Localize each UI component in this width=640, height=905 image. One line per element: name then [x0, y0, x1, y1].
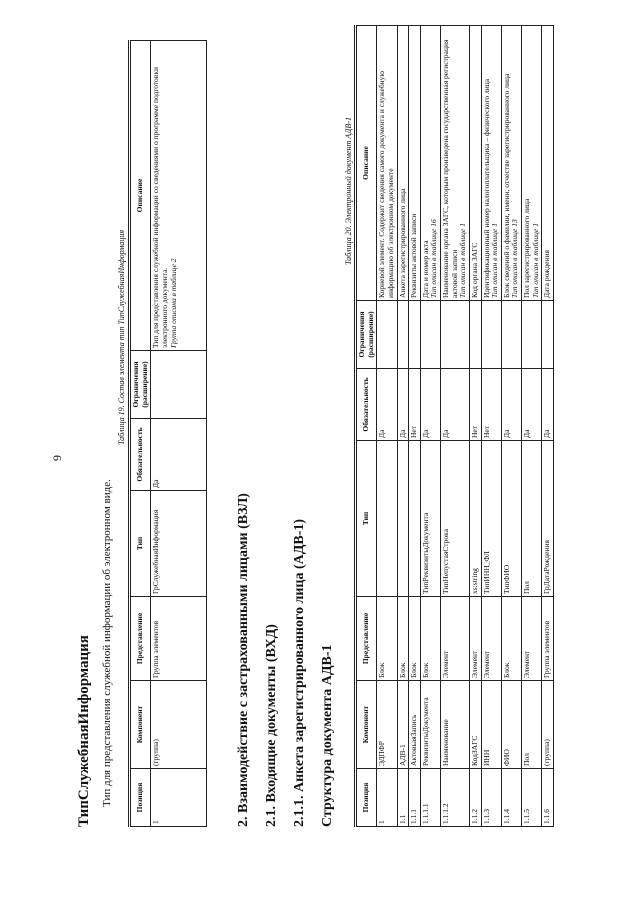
cell-position: 1.1.1.2	[441, 769, 470, 827]
cell-description-text: Анкета зарегистрированного лица	[397, 188, 407, 298]
type-description: Тип для представления служебной информации об электронном виде.	[101, 479, 113, 807]
page-number: 9	[50, 455, 64, 461]
cell-type	[377, 441, 397, 597]
cell-mandatory: Да	[542, 369, 554, 441]
header-mandatory: Обязательность	[130, 419, 151, 491]
cell-description	[377, 26, 397, 301]
cell-restrictions	[151, 351, 207, 419]
table-row	[151, 41, 207, 827]
cell-type: ТипРеквизитыДокумента	[420, 441, 440, 597]
table-20-header-row	[356, 26, 377, 827]
cell-component: РеквизитыДокумента	[420, 681, 440, 769]
cell-description-note: Тип описан в таблице 1	[530, 223, 540, 298]
cell-component: АДВ-1	[397, 681, 409, 769]
cell-description	[441, 26, 470, 301]
cell-description-note: Тип описан в таблице 13	[510, 219, 520, 298]
cell-description	[420, 26, 440, 301]
cell-restrictions	[469, 301, 481, 369]
cell-representation: Блок	[377, 597, 397, 681]
header-position: Позиция	[130, 769, 151, 827]
cell-position: 1.1.2	[469, 769, 481, 827]
cell-mandatory: Да	[501, 369, 521, 441]
cell-type: ТипФИО	[501, 441, 521, 597]
cell-restrictions	[522, 301, 542, 369]
cell-representation: Блок	[409, 597, 421, 681]
cell-description	[481, 26, 501, 301]
cell-component: АктовьаяЗапись	[409, 681, 421, 769]
cell-representation: Элемент	[441, 597, 470, 681]
cell-restrictions	[420, 301, 440, 369]
cell-description-text: Блок сведений о фамилии, имени, отчестве зарегистрированного лица	[501, 73, 511, 298]
header-representation: Представление	[356, 597, 377, 681]
cell-position: 1.1.1	[409, 769, 421, 827]
cell-restrictions	[409, 301, 421, 369]
cell-position: 1.1.6	[542, 769, 554, 827]
section-heading: 2. Взаимодействие с застрахованными лицами (ВЗЛ)	[236, 493, 251, 827]
header-restrictions: Ограничения (расширение)	[130, 351, 151, 419]
table-row	[469, 26, 481, 827]
table-row	[481, 26, 501, 827]
cell-mandatory: Да	[522, 369, 542, 441]
table-19	[128, 40, 207, 827]
cell-description	[469, 26, 481, 301]
table-row	[522, 26, 542, 827]
cell-description-text: Идентификационный номер налогоплательщика – физического лица	[481, 78, 491, 298]
cell-component: КодЗАГС	[469, 681, 481, 769]
cell-description-note: Тип описан в таблице 1	[458, 223, 468, 298]
table-19-caption: Таблица 19. Состав элемента тип ТипСлужебнаяИнформация	[117, 229, 126, 445]
cell-description-text: Реквизиты актовой записи	[409, 213, 419, 298]
cell-description-text: Код органа ЗАГС	[469, 242, 479, 298]
cell-component: Пол	[522, 681, 542, 769]
header-description: Описание	[356, 26, 377, 301]
header-component: Компонент	[130, 681, 151, 769]
cell-restrictions	[397, 301, 409, 369]
cell-restrictions	[501, 301, 521, 369]
cell-mandatory: Да	[441, 369, 470, 441]
header-position: Позиция	[356, 769, 377, 827]
cell-position: 1.1.5	[522, 769, 542, 827]
cell-representation: Группа элементов	[542, 597, 554, 681]
cell-position: 1.1.1.1	[420, 769, 440, 827]
type-heading: ТипСлужебнаяИнформация	[76, 635, 92, 827]
cell-component: Наименование	[441, 681, 470, 769]
table-row	[441, 26, 470, 827]
header-type: Тип	[356, 441, 377, 597]
cell-position: 1.1.4	[501, 769, 521, 827]
cell-restrictions	[542, 301, 554, 369]
cell-position: 1.1	[397, 769, 409, 827]
cell-component: ЭДПФР	[377, 681, 397, 769]
subsubsection-heading: 2.1.1. Анкета зарегистрированного лица (АДВ-1)	[292, 518, 307, 827]
cell-description-text: Дата рождения	[542, 250, 552, 298]
cell-type: Пол	[522, 441, 542, 597]
cell-mandatory: Да	[397, 369, 409, 441]
cell-type: ТипНепустаяСтрока	[441, 441, 470, 597]
subsection-heading: 2.1. Входящие документы (ВХД)	[264, 624, 279, 827]
cell-description	[501, 26, 521, 301]
cell-description	[542, 26, 554, 301]
table-row	[397, 26, 409, 827]
header-description: Описание	[130, 41, 151, 351]
cell-representation: Элемент	[469, 597, 481, 681]
cell-representation: Блок	[501, 597, 521, 681]
cell-representation: Элемент	[481, 597, 501, 681]
cell-representation: Элемент	[522, 597, 542, 681]
cell-mandatory: Нет	[481, 369, 501, 441]
cell-mandatory: Нет	[409, 369, 421, 441]
header-restrictions: Ограничения (расширение)	[356, 301, 377, 369]
table-row	[542, 26, 554, 827]
cell-description-note: Группа описана в таблице 2	[168, 258, 178, 348]
cell-description-text: Пол зарегистрированного лица	[522, 198, 531, 298]
structure-heading: Структура документа АДВ-1	[320, 644, 335, 827]
cell-type	[409, 441, 421, 597]
table-row	[501, 26, 521, 827]
cell-type: xs:string	[469, 441, 481, 597]
cell-position: 1.1.3	[481, 769, 501, 827]
cell-component: ФИО	[501, 681, 521, 769]
table-19-header-row	[130, 41, 151, 827]
cell-description	[409, 26, 421, 301]
cell-position: 1	[377, 769, 397, 827]
cell-representation: Группа элементов	[151, 597, 207, 681]
cell-description-note: Тип описан в таблице 1	[490, 223, 500, 298]
cell-type: ГрСлужебнаяИнформация	[151, 491, 207, 597]
cell-description-text: Наименование органа ЗАГС, которым произведена государственная регистрация актовой записи	[441, 39, 459, 298]
cell-description-text: Тип для представления служебной информации со сведениями о программе подготовки электронного документа.	[151, 67, 169, 348]
cell-representation: Блок	[397, 597, 409, 681]
cell-mandatory: Да	[377, 369, 397, 441]
cell-component: (группа)	[151, 681, 207, 769]
table-row	[409, 26, 421, 827]
cell-mandatory: Да	[151, 419, 207, 491]
cell-restrictions	[481, 301, 501, 369]
cell-position: 1	[151, 769, 207, 827]
cell-description	[397, 26, 409, 301]
cell-component: (группа)	[542, 681, 554, 769]
cell-type: ТипИНН_ФЛ	[481, 441, 501, 597]
cell-type: ГрДатаРождения	[542, 441, 554, 597]
cell-type	[397, 441, 409, 597]
header-mandatory: Обязательность	[356, 369, 377, 441]
table-row	[420, 26, 440, 827]
cell-description-text: Корневой элемент. Содержит сведения самого документа и служебную информацию об электронном документе	[377, 70, 395, 298]
cell-description-text: Дата и номер акта	[420, 240, 430, 298]
cell-restrictions	[441, 301, 470, 369]
cell-description	[522, 26, 542, 301]
cell-mandatory: Да	[420, 369, 440, 441]
cell-representation: Блок	[420, 597, 440, 681]
cell-description-note: Тип описан в таблице 16	[429, 219, 439, 298]
header-type: Тип	[130, 491, 151, 597]
cell-restrictions	[377, 301, 397, 369]
header-representation: Представление	[130, 597, 151, 681]
table-20	[354, 25, 554, 827]
cell-mandatory: Нет	[469, 369, 481, 441]
cell-description	[151, 41, 207, 351]
header-component: Компонент	[356, 681, 377, 769]
cell-component: ИНН	[481, 681, 501, 769]
table-row	[377, 26, 397, 827]
table-20-caption: Таблица 20. Электронный документ АДВ-1	[344, 117, 353, 265]
